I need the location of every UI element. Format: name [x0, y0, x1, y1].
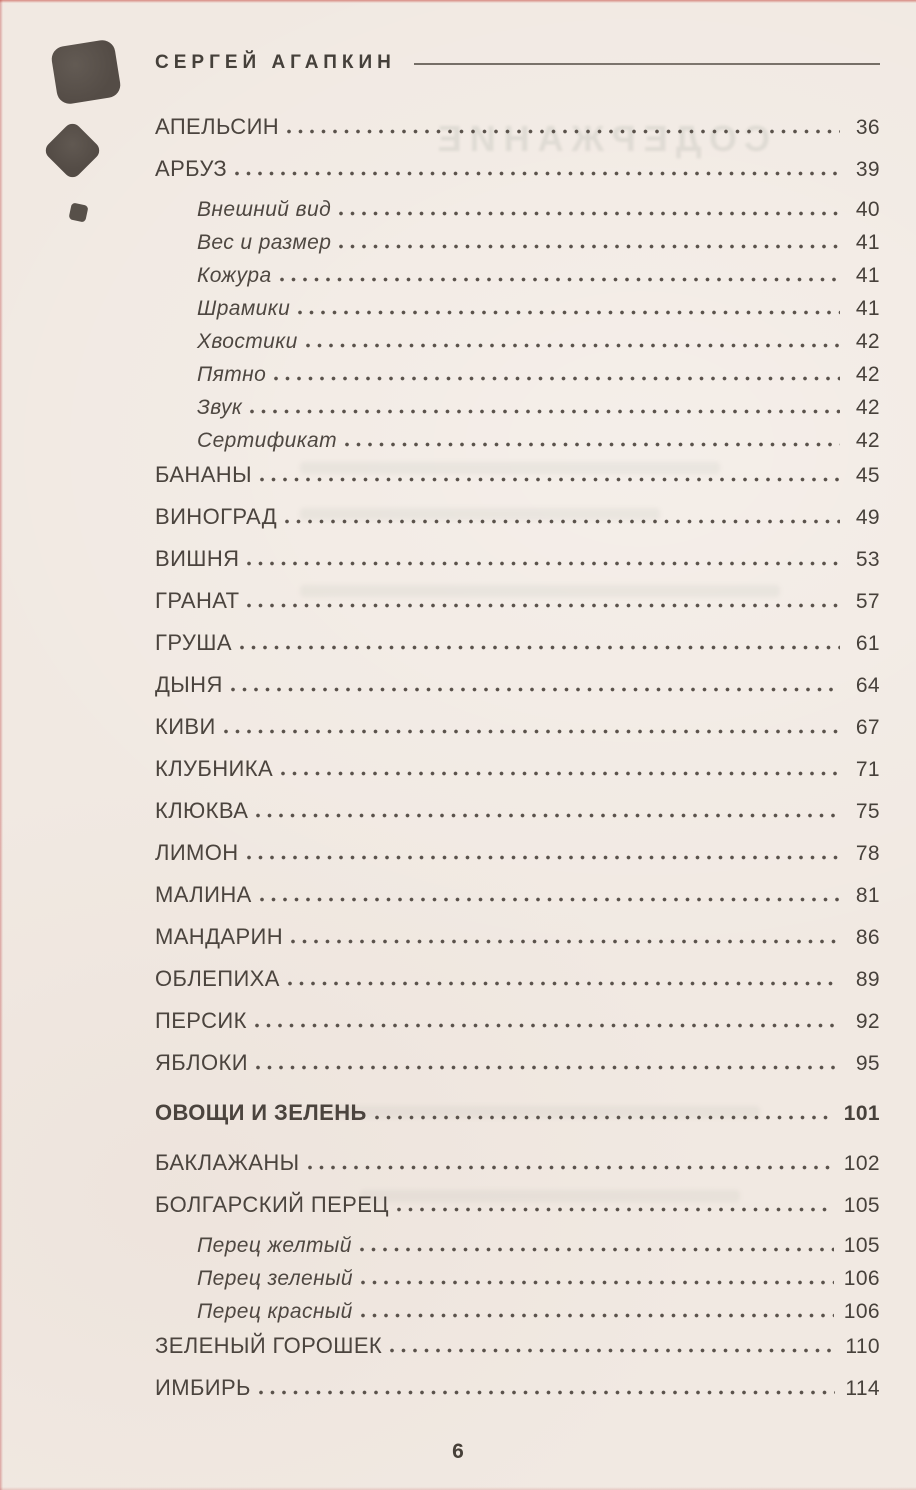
dot-leader: [247, 855, 840, 860]
toc-entry-page: 105: [843, 1194, 880, 1217]
toc-entry-label: КЛУБНИКА: [155, 756, 274, 781]
decor-square-large-icon: [50, 38, 122, 105]
toc-entry-label: Хвостики: [197, 330, 298, 353]
toc-entry-page: 89: [855, 968, 880, 991]
toc-entry-label: ВИНОГРАД: [155, 504, 278, 529]
toc-entry-page: 106: [843, 1267, 880, 1290]
toc-entry-label: Шрамики: [197, 297, 291, 320]
toc-row: [155, 156, 880, 182]
dot-leader: [240, 645, 840, 650]
toc-entry-page: 45: [855, 464, 880, 487]
dot-leader: [260, 477, 840, 482]
toc-row: [155, 1375, 880, 1401]
toc-entry-label: КЛЮКВА: [155, 798, 249, 823]
toc-entry-label: ДЫНЯ: [155, 672, 223, 697]
toc-entry-label: Кожура: [197, 264, 272, 287]
toc-row: [197, 429, 880, 453]
scan-edge-left: [0, 0, 3, 1490]
toc-entry-label: Сертификат: [197, 429, 338, 452]
dot-leader: [298, 310, 840, 315]
toc-entry-page: 39: [855, 158, 880, 181]
toc-row: [197, 363, 880, 387]
toc-entry-page: 67: [855, 716, 880, 739]
toc-row: [197, 297, 880, 321]
toc-entry-page: 41: [855, 264, 880, 287]
toc-entry-label: ОВОЩИ И ЗЕЛЕНЬ: [155, 1100, 367, 1125]
toc-entry-page: 110: [845, 1335, 880, 1358]
toc-entry-page: 105: [843, 1234, 880, 1257]
toc-row: [155, 1192, 880, 1218]
toc-entry-label: МАНДАРИН: [155, 924, 284, 949]
dot-leader: [360, 1247, 834, 1252]
dot-leader: [361, 1280, 834, 1285]
toc-row: [197, 231, 880, 255]
toc-entry-label: Перец желтый: [197, 1234, 352, 1257]
toc-entry-page: 36: [855, 116, 880, 139]
toc-row: [197, 1267, 880, 1291]
toc-entry-label: Перец красный: [197, 1300, 353, 1323]
decor-diamond-medium-icon: [42, 120, 103, 181]
dot-leader: [397, 1207, 834, 1212]
toc-entry-page: 102: [843, 1152, 880, 1175]
dot-leader: [339, 244, 840, 249]
toc-row: [155, 630, 880, 656]
toc-entry-label: БОЛГАРСКИЙ ПЕРЕЦ: [155, 1192, 389, 1217]
toc-entry-label: ПЕРСИК: [155, 1008, 247, 1033]
dot-leader: [375, 1115, 834, 1120]
page-footer: [0, 1440, 916, 1464]
toc-row: [155, 504, 880, 530]
toc-row: [155, 1100, 880, 1126]
dot-leader: [280, 277, 840, 282]
toc-entry-page: 42: [855, 429, 880, 452]
toc-row: [155, 462, 880, 488]
dot-leader: [306, 343, 840, 348]
toc-entry-page: 95: [855, 1052, 880, 1075]
toc-entry-label: АРБУЗ: [155, 156, 228, 181]
dot-leader: [256, 1065, 840, 1070]
toc-row: [155, 924, 880, 950]
toc-entry-page: 49: [855, 506, 880, 529]
page-content: [155, 0, 880, 1417]
dot-leader: [287, 129, 840, 134]
dot-leader: [274, 376, 840, 381]
toc-entry-label: ВИШНЯ: [155, 546, 240, 571]
toc-entry-page: 42: [855, 396, 880, 419]
toc-row: [197, 1234, 880, 1258]
toc-entry-page: 81: [855, 884, 880, 907]
toc-entry-label: Внешний вид: [197, 198, 332, 221]
dot-leader: [247, 561, 840, 566]
toc-entry-page: 101: [843, 1102, 880, 1125]
dot-leader: [390, 1348, 835, 1353]
toc-list: [155, 114, 880, 1401]
dot-leader: [291, 939, 840, 944]
toc-entry-label: МАЛИНА: [155, 882, 252, 907]
toc-entry-label: БАКЛАЖАНЫ: [155, 1150, 300, 1175]
toc-entry-page: 53: [855, 548, 880, 571]
toc-entry-label: АПЕЛЬСИН: [155, 114, 280, 139]
toc-row: [155, 114, 880, 140]
toc-entry-page: 78: [855, 842, 880, 865]
toc-row: [155, 966, 880, 992]
toc-row: [155, 1333, 880, 1359]
toc-entry-page: 42: [855, 363, 880, 386]
toc-entry-page: 41: [855, 231, 880, 254]
toc-entry-page: 114: [845, 1377, 880, 1400]
dot-leader: [281, 771, 840, 776]
dot-leader: [250, 409, 840, 414]
dot-leader: [288, 981, 840, 986]
folio-page-number: 6: [452, 1440, 464, 1463]
toc-entry-page: 41: [855, 297, 880, 320]
toc-entry-label: ОБЛЕПИХА: [155, 966, 280, 991]
dot-leader: [255, 1023, 840, 1028]
toc-row: [197, 1300, 880, 1324]
toc-entry-page: 40: [855, 198, 880, 221]
toc-entry-label: ЛИМОН: [155, 840, 239, 865]
toc-entry-page: 86: [855, 926, 880, 949]
toc-entry-label: ИМБИРЬ: [155, 1375, 251, 1400]
toc-entry-label: ГРАНАТ: [155, 588, 240, 613]
toc-entry-page: 92: [855, 1010, 880, 1033]
toc-entry-page: 71: [855, 758, 880, 781]
dot-leader: [247, 603, 840, 608]
decor-square-small-icon: [68, 202, 88, 222]
toc-row: [155, 1008, 880, 1034]
toc-row: [155, 1150, 880, 1176]
toc-entry-label: Вес и размер: [197, 231, 332, 254]
toc-row: [197, 198, 880, 222]
dot-leader: [308, 1165, 834, 1170]
dot-leader: [260, 897, 840, 902]
toc-row: [155, 546, 880, 572]
toc-entry-page: 61: [855, 632, 880, 655]
toc-entry-page: 64: [855, 674, 880, 697]
dot-leader: [231, 687, 840, 692]
dot-leader: [256, 813, 840, 818]
toc-row: [155, 882, 880, 908]
toc-row: [155, 756, 880, 782]
bleed-through-text: СОДЕРЖАНИЕ: [429, 118, 770, 159]
toc-entry-page: 75: [855, 800, 880, 823]
running-head: [155, 0, 880, 74]
toc-row: [197, 396, 880, 420]
toc-entry-label: БАНАНЫ: [155, 462, 252, 487]
toc-entry-page: 42: [855, 330, 880, 353]
toc-entry-label: ГРУША: [155, 630, 232, 655]
toc-row: [155, 672, 880, 698]
toc-entry-label: КИВИ: [155, 714, 216, 739]
toc-row: [155, 714, 880, 740]
toc-entry-label: ЗЕЛЕНЫЙ ГОРОШЕК: [155, 1333, 383, 1358]
toc-row: [155, 798, 880, 824]
toc-entry-label: Звук: [197, 396, 243, 419]
dot-leader: [224, 729, 840, 734]
dot-leader: [361, 1313, 834, 1318]
toc-row: [197, 264, 880, 288]
dot-leader: [285, 519, 840, 524]
dot-leader: [235, 171, 840, 176]
dot-leader: [345, 442, 840, 447]
toc-entry-label: Перец зеленый: [197, 1267, 354, 1290]
toc-row: [155, 1050, 880, 1076]
toc-entry-page: 106: [843, 1300, 880, 1323]
toc-row: [197, 330, 880, 354]
toc-entry-page: 57: [855, 590, 880, 613]
author-name: СЕРГЕЙ АГАПКИН: [155, 52, 396, 73]
header-rule: [414, 63, 880, 65]
toc-row: [155, 588, 880, 614]
toc-row: [155, 840, 880, 866]
dot-leader: [339, 211, 840, 216]
dot-leader: [259, 1390, 835, 1395]
toc-entry-label: ЯБЛОКИ: [155, 1050, 248, 1075]
toc-entry-label: Пятно: [197, 363, 267, 386]
